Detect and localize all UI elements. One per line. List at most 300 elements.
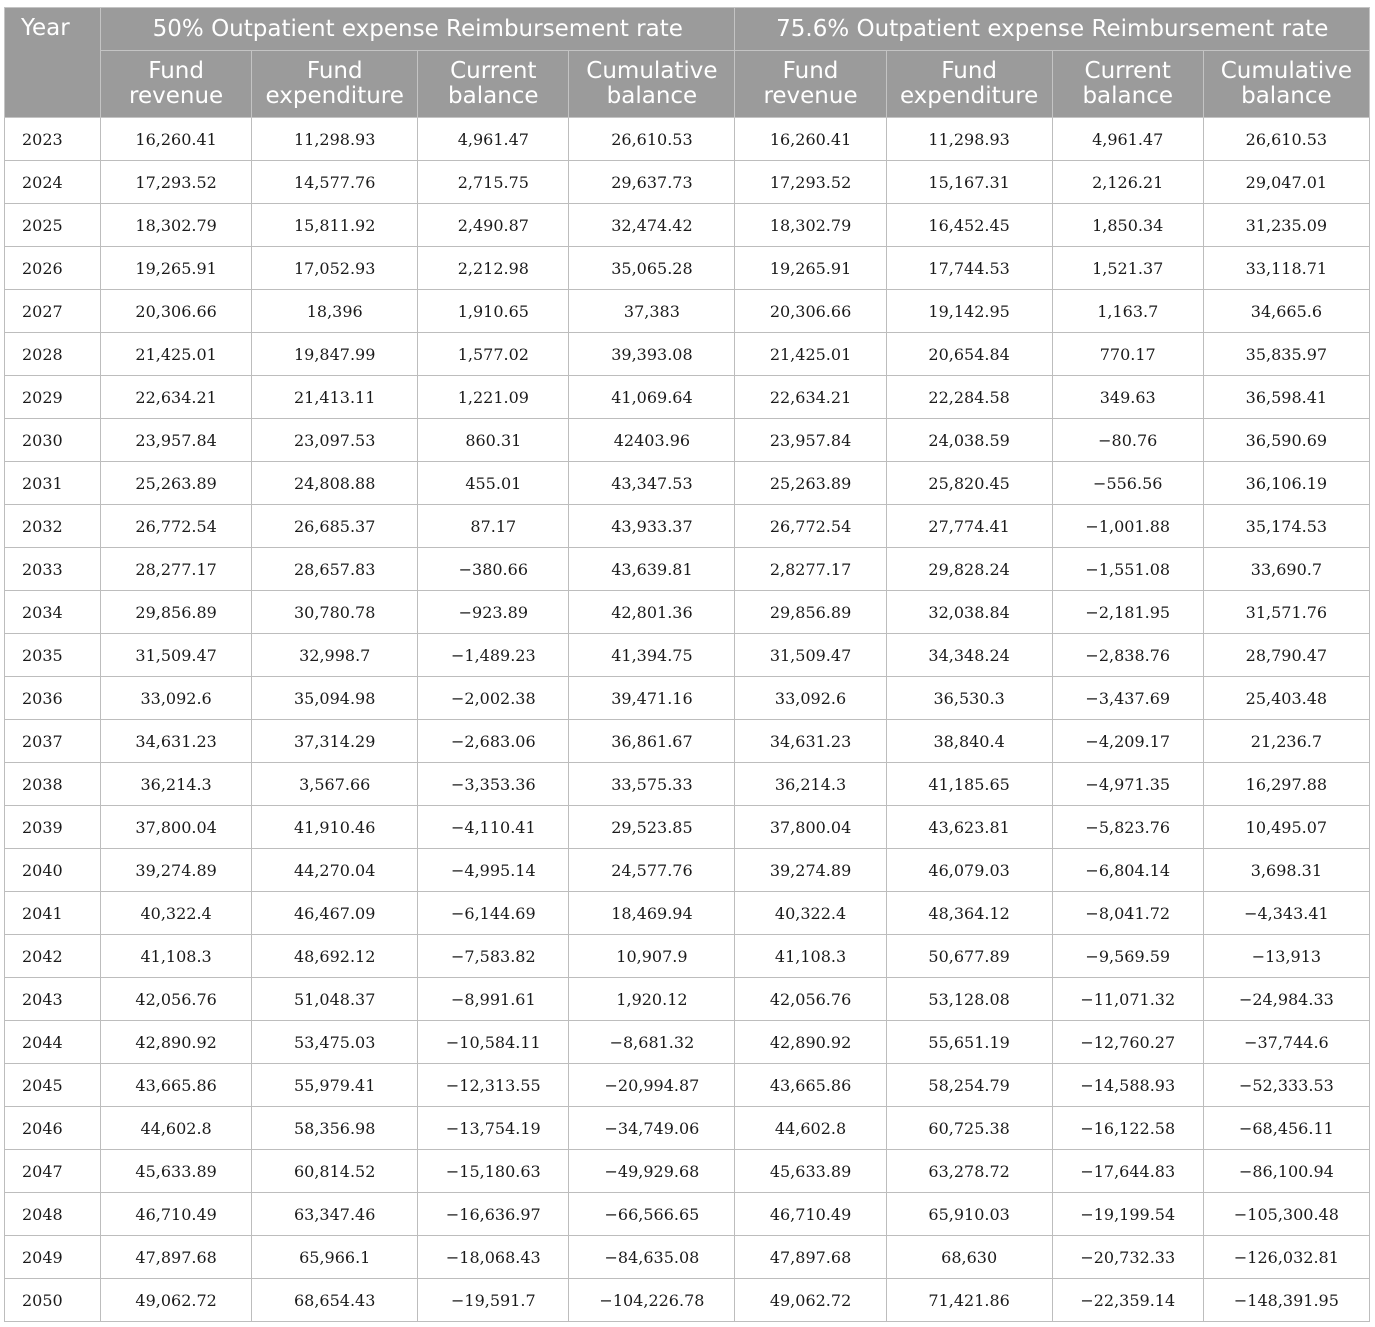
header-line: Cumulative	[586, 58, 718, 84]
cell-cumulative-balance-75: 10,495.07	[1203, 806, 1369, 849]
header-line: Fund	[148, 58, 204, 84]
cell-fund-revenue-75: 18,302.79	[735, 204, 886, 247]
cell-fund-revenue-75: 31,509.47	[735, 634, 886, 677]
cell-cumulative-balance-50: 29,637.73	[569, 161, 735, 204]
header-line: expenditure	[265, 83, 404, 109]
cell-cumulative-balance-75: −24,984.33	[1203, 978, 1369, 1021]
table-row	[5, 763, 1370, 806]
cell-fund-expenditure-50: 48,692.12	[252, 935, 418, 978]
cell-current-balance-50: −1,489.23	[418, 634, 569, 677]
header-line: Current	[1084, 58, 1171, 84]
cell-current-balance-50: 87.17	[418, 505, 569, 548]
cell-cumulative-balance-50: 32,474.42	[569, 204, 735, 247]
cell-current-balance-50: −13,754.19	[418, 1107, 569, 1150]
cell-year: 2028	[5, 333, 101, 376]
cell-current-balance-75: −1,001.88	[1052, 505, 1203, 548]
header-line: revenue	[763, 83, 858, 109]
cell-fund-expenditure-75: 32,038.84	[886, 591, 1052, 634]
cell-fund-revenue-75: 42,056.76	[735, 978, 886, 1021]
cell-cumulative-balance-50: −84,635.08	[569, 1236, 735, 1279]
cell-fund-revenue-50: 49,062.72	[101, 1279, 252, 1322]
table-row	[5, 333, 1370, 376]
cell-fund-revenue-75: 46,710.49	[735, 1193, 886, 1236]
cell-current-balance-50: −19,591.7	[418, 1279, 569, 1322]
cell-year: 2032	[5, 505, 101, 548]
header-fund-revenue-group2	[735, 51, 886, 118]
cell-fund-expenditure-75: 34,348.24	[886, 634, 1052, 677]
cell-fund-expenditure-50: 63,347.46	[252, 1193, 418, 1236]
header-cumulative-balance-group2	[1203, 51, 1369, 118]
cell-current-balance-75: −20,732.33	[1052, 1236, 1203, 1279]
cell-fund-revenue-75: 17,293.52	[735, 161, 886, 204]
table-row	[5, 677, 1370, 720]
cell-fund-revenue-75: 44,602.8	[735, 1107, 886, 1150]
cell-fund-expenditure-50: 23,097.53	[252, 419, 418, 462]
table-row	[5, 419, 1370, 462]
cell-fund-expenditure-50: 53,475.03	[252, 1021, 418, 1064]
cell-year: 2047	[5, 1150, 101, 1193]
cell-current-balance-75: 770.17	[1052, 333, 1203, 376]
cell-current-balance-75: 1,521.37	[1052, 247, 1203, 290]
cell-year: 2034	[5, 591, 101, 634]
cell-year: 2040	[5, 849, 101, 892]
table-row	[5, 376, 1370, 419]
table-row	[5, 1107, 1370, 1150]
cell-fund-revenue-50: 45,633.89	[101, 1150, 252, 1193]
cell-fund-revenue-75: 25,263.89	[735, 462, 886, 505]
table-row	[5, 118, 1370, 161]
cell-fund-expenditure-50: 17,052.93	[252, 247, 418, 290]
table-row	[5, 462, 1370, 505]
cell-current-balance-50: 2,212.98	[418, 247, 569, 290]
cell-fund-revenue-50: 20,306.66	[101, 290, 252, 333]
cell-fund-expenditure-75: 68,630	[886, 1236, 1052, 1279]
cell-cumulative-balance-75: 28,790.47	[1203, 634, 1369, 677]
cell-cumulative-balance-50: 42403.96	[569, 419, 735, 462]
cell-cumulative-balance-50: −34,749.06	[569, 1107, 735, 1150]
cell-year: 2041	[5, 892, 101, 935]
cell-cumulative-balance-75: 31,571.76	[1203, 591, 1369, 634]
header-line: Cumulative	[1220, 58, 1353, 84]
cell-cumulative-balance-75: −13,913	[1203, 935, 1369, 978]
cell-current-balance-50: −4,110.41	[418, 806, 569, 849]
cell-cumulative-balance-75: −52,333.53	[1203, 1064, 1369, 1107]
header-group-50-percent: 50% Outpatient expense Reimbursement rate	[101, 8, 735, 51]
table-row	[5, 806, 1370, 849]
cell-cumulative-balance-50: 33,575.33	[569, 763, 735, 806]
cell-year: 2042	[5, 935, 101, 978]
cell-fund-expenditure-75: 63,278.72	[886, 1150, 1052, 1193]
cell-current-balance-75: −17,644.83	[1052, 1150, 1203, 1193]
table-row	[5, 1064, 1370, 1107]
table-row	[5, 161, 1370, 204]
cell-fund-expenditure-75: 48,364.12	[886, 892, 1052, 935]
cell-fund-revenue-75: 39,274.89	[735, 849, 886, 892]
cell-current-balance-75: −4,971.35	[1052, 763, 1203, 806]
cell-current-balance-50: −15,180.63	[418, 1150, 569, 1193]
header-cumulative-balance-group1	[569, 51, 735, 118]
cell-current-balance-75: −16,122.58	[1052, 1107, 1203, 1150]
cell-cumulative-balance-50: −66,566.65	[569, 1193, 735, 1236]
cell-cumulative-balance-50: −104,226.78	[569, 1279, 735, 1322]
cell-fund-revenue-50: 42,056.76	[101, 978, 252, 1021]
cell-fund-revenue-75: 47,897.68	[735, 1236, 886, 1279]
cell-fund-revenue-75: 45,633.89	[735, 1150, 886, 1193]
table-row	[5, 892, 1370, 935]
cell-fund-expenditure-50: 32,998.7	[252, 634, 418, 677]
cell-current-balance-75: 2,126.21	[1052, 161, 1203, 204]
cell-cumulative-balance-50: 41,394.75	[569, 634, 735, 677]
cell-fund-revenue-75: 49,062.72	[735, 1279, 886, 1322]
table-row	[5, 290, 1370, 333]
cell-cumulative-balance-75: 25,403.48	[1203, 677, 1369, 720]
cell-cumulative-balance-75: −68,456.11	[1203, 1107, 1369, 1150]
cell-year: 2046	[5, 1107, 101, 1150]
cell-year: 2029	[5, 376, 101, 419]
cell-cumulative-balance-75: −4,343.41	[1203, 892, 1369, 935]
cell-fund-expenditure-50: 19,847.99	[252, 333, 418, 376]
cell-current-balance-50: −2,683.06	[418, 720, 569, 763]
cell-fund-expenditure-75: 71,421.86	[886, 1279, 1052, 1322]
cell-fund-expenditure-50: 37,314.29	[252, 720, 418, 763]
cell-fund-revenue-50: 19,265.91	[101, 247, 252, 290]
cell-fund-expenditure-50: 18,396	[252, 290, 418, 333]
header-fund-expenditure-group2	[886, 51, 1052, 118]
table-row	[5, 978, 1370, 1021]
table-row	[5, 591, 1370, 634]
cell-fund-expenditure-50: 65,966.1	[252, 1236, 418, 1279]
cell-fund-revenue-50: 21,425.01	[101, 333, 252, 376]
cell-fund-expenditure-75: 16,452.45	[886, 204, 1052, 247]
cell-fund-expenditure-75: 19,142.95	[886, 290, 1052, 333]
cell-cumulative-balance-75: 31,235.09	[1203, 204, 1369, 247]
table-row	[5, 720, 1370, 763]
table-row	[5, 849, 1370, 892]
cell-fund-revenue-50: 17,293.52	[101, 161, 252, 204]
cell-year: 2033	[5, 548, 101, 591]
table-row	[5, 1021, 1370, 1064]
cell-current-balance-50: −16,636.97	[418, 1193, 569, 1236]
cell-fund-expenditure-75: 46,079.03	[886, 849, 1052, 892]
cell-fund-expenditure-50: 30,780.78	[252, 591, 418, 634]
cell-current-balance-50: 2,490.87	[418, 204, 569, 247]
cell-year: 2031	[5, 462, 101, 505]
cell-current-balance-75: −11,071.32	[1052, 978, 1203, 1021]
cell-current-balance-75: −80.76	[1052, 419, 1203, 462]
cell-year: 2045	[5, 1064, 101, 1107]
cell-year: 2023	[5, 118, 101, 161]
cell-cumulative-balance-50: 10,907.9	[569, 935, 735, 978]
cell-current-balance-75: −8,041.72	[1052, 892, 1203, 935]
cell-fund-revenue-50: 25,263.89	[101, 462, 252, 505]
cell-current-balance-75: −2,181.95	[1052, 591, 1203, 634]
cell-fund-expenditure-50: 60,814.52	[252, 1150, 418, 1193]
cell-fund-expenditure-75: 27,774.41	[886, 505, 1052, 548]
fund-balance-table	[4, 7, 1370, 1322]
cell-cumulative-balance-50: 43,933.37	[569, 505, 735, 548]
cell-fund-expenditure-75: 20,654.84	[886, 333, 1052, 376]
cell-fund-revenue-75: 21,425.01	[735, 333, 886, 376]
cell-current-balance-50: 455.01	[418, 462, 569, 505]
cell-fund-revenue-50: 23,957.84	[101, 419, 252, 462]
cell-cumulative-balance-75: 3,698.31	[1203, 849, 1369, 892]
cell-cumulative-balance-75: 33,690.7	[1203, 548, 1369, 591]
cell-fund-expenditure-75: 17,744.53	[886, 247, 1052, 290]
cell-cumulative-balance-75: 26,610.53	[1203, 118, 1369, 161]
cell-fund-expenditure-50: 46,467.09	[252, 892, 418, 935]
header-fund-revenue-group1	[101, 51, 252, 118]
cell-current-balance-75: −19,199.54	[1052, 1193, 1203, 1236]
cell-fund-revenue-75: 16,260.41	[735, 118, 886, 161]
cell-fund-expenditure-50: 68,654.43	[252, 1279, 418, 1322]
cell-cumulative-balance-50: −20,994.87	[569, 1064, 735, 1107]
cell-fund-expenditure-50: 15,811.92	[252, 204, 418, 247]
cell-cumulative-balance-50: 26,610.53	[569, 118, 735, 161]
cell-fund-expenditure-50: 24,808.88	[252, 462, 418, 505]
cell-current-balance-75: 4,961.47	[1052, 118, 1203, 161]
cell-cumulative-balance-75: −86,100.94	[1203, 1150, 1369, 1193]
cell-fund-revenue-75: 22,634.21	[735, 376, 886, 419]
cell-current-balance-50: −3,353.36	[418, 763, 569, 806]
cell-fund-revenue-75: 23,957.84	[735, 419, 886, 462]
cell-fund-revenue-50: 47,897.68	[101, 1236, 252, 1279]
cell-fund-revenue-75: 26,772.54	[735, 505, 886, 548]
header-fund-expenditure-group1	[252, 51, 418, 118]
cell-current-balance-50: 4,961.47	[418, 118, 569, 161]
cell-current-balance-50: −10,584.11	[418, 1021, 569, 1064]
cell-cumulative-balance-75: −105,300.48	[1203, 1193, 1369, 1236]
cell-year: 2030	[5, 419, 101, 462]
cell-year: 2038	[5, 763, 101, 806]
cell-fund-expenditure-50: 58,356.98	[252, 1107, 418, 1150]
cell-cumulative-balance-75: 34,665.6	[1203, 290, 1369, 333]
header-current-balance-group2	[1052, 51, 1203, 118]
cell-fund-revenue-50: 43,665.86	[101, 1064, 252, 1107]
cell-cumulative-balance-50: 42,801.36	[569, 591, 735, 634]
cell-fund-revenue-50: 31,509.47	[101, 634, 252, 677]
cell-year: 2035	[5, 634, 101, 677]
cell-current-balance-75: −1,551.08	[1052, 548, 1203, 591]
cell-fund-expenditure-50: 35,094.98	[252, 677, 418, 720]
cell-fund-expenditure-50: 11,298.93	[252, 118, 418, 161]
cell-cumulative-balance-50: 29,523.85	[569, 806, 735, 849]
cell-year: 2026	[5, 247, 101, 290]
cell-fund-revenue-50: 36,214.3	[101, 763, 252, 806]
cell-current-balance-75: −22,359.14	[1052, 1279, 1203, 1322]
cell-fund-revenue-50: 42,890.92	[101, 1021, 252, 1064]
cell-year: 2025	[5, 204, 101, 247]
cell-current-balance-75: −12,760.27	[1052, 1021, 1203, 1064]
cell-year: 2027	[5, 290, 101, 333]
table-row	[5, 505, 1370, 548]
cell-cumulative-balance-50: 43,347.53	[569, 462, 735, 505]
header-line: Current	[450, 58, 537, 84]
cell-fund-revenue-50: 29,856.89	[101, 591, 252, 634]
cell-fund-revenue-50: 22,634.21	[101, 376, 252, 419]
cell-fund-expenditure-75: 55,651.19	[886, 1021, 1052, 1064]
cell-fund-expenditure-75: 38,840.4	[886, 720, 1052, 763]
cell-fund-revenue-50: 33,092.6	[101, 677, 252, 720]
cell-fund-expenditure-75: 22,284.58	[886, 376, 1052, 419]
cell-fund-revenue-50: 39,274.89	[101, 849, 252, 892]
cell-fund-revenue-50: 40,322.4	[101, 892, 252, 935]
cell-cumulative-balance-50: 35,065.28	[569, 247, 735, 290]
table-row	[5, 1236, 1370, 1279]
cell-fund-revenue-75: 43,665.86	[735, 1064, 886, 1107]
cell-fund-expenditure-50: 51,048.37	[252, 978, 418, 1021]
cell-cumulative-balance-75: −126,032.81	[1203, 1236, 1369, 1279]
cell-cumulative-balance-75: 36,106.19	[1203, 462, 1369, 505]
header-current-balance-group1	[418, 51, 569, 118]
header-line: Fund	[306, 58, 363, 84]
cell-fund-expenditure-50: 3,567.66	[252, 763, 418, 806]
cell-current-balance-50: 1,221.09	[418, 376, 569, 419]
table-row	[5, 548, 1370, 591]
table-row	[5, 1193, 1370, 1236]
cell-fund-expenditure-75: 58,254.79	[886, 1064, 1052, 1107]
cell-fund-revenue-50: 34,631.23	[101, 720, 252, 763]
cell-year: 2043	[5, 978, 101, 1021]
cell-current-balance-50: −12,313.55	[418, 1064, 569, 1107]
cell-year: 2050	[5, 1279, 101, 1322]
cell-fund-revenue-75: 29,856.89	[735, 591, 886, 634]
cell-fund-revenue-50: 18,302.79	[101, 204, 252, 247]
cell-cumulative-balance-50: 41,069.64	[569, 376, 735, 419]
cell-current-balance-50: 1,910.65	[418, 290, 569, 333]
cell-fund-expenditure-50: 14,577.76	[252, 161, 418, 204]
cell-fund-expenditure-75: 29,828.24	[886, 548, 1052, 591]
cell-current-balance-50: −8,991.61	[418, 978, 569, 1021]
cell-fund-revenue-75: 42,890.92	[735, 1021, 886, 1064]
cell-cumulative-balance-75: 35,835.97	[1203, 333, 1369, 376]
header-line: balance	[1082, 83, 1174, 109]
cell-fund-revenue-75: 41,108.3	[735, 935, 886, 978]
cell-fund-expenditure-75: 60,725.38	[886, 1107, 1052, 1150]
cell-cumulative-balance-75: 36,598.41	[1203, 376, 1369, 419]
cell-fund-expenditure-75: 15,167.31	[886, 161, 1052, 204]
cell-current-balance-75: −14,588.93	[1052, 1064, 1203, 1107]
header-year: Year	[5, 8, 101, 118]
cell-fund-revenue-75: 36,214.3	[735, 763, 886, 806]
cell-current-balance-50: −2,002.38	[418, 677, 569, 720]
cell-fund-revenue-50: 41,108.3	[101, 935, 252, 978]
cell-cumulative-balance-50: 39,393.08	[569, 333, 735, 376]
cell-cumulative-balance-50: 18,469.94	[569, 892, 735, 935]
cell-fund-expenditure-50: 41,910.46	[252, 806, 418, 849]
cell-year: 2044	[5, 1021, 101, 1064]
cell-fund-expenditure-75: 53,128.08	[886, 978, 1052, 1021]
cell-fund-expenditure-50: 55,979.41	[252, 1064, 418, 1107]
cell-fund-revenue-50: 16,260.41	[101, 118, 252, 161]
cell-fund-expenditure-75: 50,677.89	[886, 935, 1052, 978]
cell-year: 2048	[5, 1193, 101, 1236]
cell-current-balance-75: −5,823.76	[1052, 806, 1203, 849]
cell-cumulative-balance-75: −148,391.95	[1203, 1279, 1369, 1322]
cell-cumulative-balance-75: 33,118.71	[1203, 247, 1369, 290]
cell-fund-revenue-75: 19,265.91	[735, 247, 886, 290]
header-line: balance	[448, 83, 539, 109]
cell-fund-revenue-75: 2,8277.17	[735, 548, 886, 591]
table-row	[5, 634, 1370, 677]
header-line: balance	[606, 83, 698, 109]
cell-current-balance-50: −4,995.14	[418, 849, 569, 892]
header-group-75-6-percent: 75.6% Outpatient expense Reimbursement rate	[735, 8, 1370, 51]
cell-year: 2049	[5, 1236, 101, 1279]
cell-cumulative-balance-75: 35,174.53	[1203, 505, 1369, 548]
cell-fund-expenditure-50: 21,413.11	[252, 376, 418, 419]
cell-cumulative-balance-50: 24,577.76	[569, 849, 735, 892]
cell-year: 2036	[5, 677, 101, 720]
cell-fund-expenditure-75: 43,623.81	[886, 806, 1052, 849]
cell-cumulative-balance-50: 1,920.12	[569, 978, 735, 1021]
cell-current-balance-75: 1,163.7	[1052, 290, 1203, 333]
cell-current-balance-50: 860.31	[418, 419, 569, 462]
cell-current-balance-50: −6,144.69	[418, 892, 569, 935]
header-line: expenditure	[899, 83, 1039, 109]
cell-fund-revenue-50: 26,772.54	[101, 505, 252, 548]
cell-cumulative-balance-75: −37,744.6	[1203, 1021, 1369, 1064]
cell-fund-revenue-75: 37,800.04	[735, 806, 886, 849]
header-line: balance	[1241, 83, 1332, 109]
cell-current-balance-50: −7,583.82	[418, 935, 569, 978]
cell-year: 2024	[5, 161, 101, 204]
cell-cumulative-balance-50: 36,861.67	[569, 720, 735, 763]
cell-cumulative-balance-50: 43,639.81	[569, 548, 735, 591]
cell-cumulative-balance-75: 36,590.69	[1203, 419, 1369, 462]
cell-current-balance-50: −380.66	[418, 548, 569, 591]
cell-fund-revenue-50: 28,277.17	[101, 548, 252, 591]
cell-cumulative-balance-50: 37,383	[569, 290, 735, 333]
cell-current-balance-75: 349.63	[1052, 376, 1203, 419]
cell-fund-expenditure-75: 25,820.45	[886, 462, 1052, 505]
cell-cumulative-balance-75: 21,236.7	[1203, 720, 1369, 763]
cell-fund-revenue-75: 20,306.66	[735, 290, 886, 333]
cell-cumulative-balance-75: 29,047.01	[1203, 161, 1369, 204]
table-row	[5, 1279, 1370, 1322]
table-row	[5, 935, 1370, 978]
cell-cumulative-balance-50: 39,471.16	[569, 677, 735, 720]
cell-current-balance-50: 2,715.75	[418, 161, 569, 204]
table-row	[5, 1150, 1370, 1193]
cell-fund-revenue-75: 34,631.23	[735, 720, 886, 763]
cell-cumulative-balance-50: −49,929.68	[569, 1150, 735, 1193]
cell-current-balance-75: −556.56	[1052, 462, 1203, 505]
cell-current-balance-75: −4,209.17	[1052, 720, 1203, 763]
cell-current-balance-75: 1,850.34	[1052, 204, 1203, 247]
header-line: Fund	[941, 58, 997, 84]
cell-fund-revenue-75: 40,322.4	[735, 892, 886, 935]
cell-fund-revenue-50: 46,710.49	[101, 1193, 252, 1236]
cell-fund-expenditure-75: 24,038.59	[886, 419, 1052, 462]
cell-fund-expenditure-75: 11,298.93	[886, 118, 1052, 161]
cell-current-balance-50: −18,068.43	[418, 1236, 569, 1279]
cell-fund-revenue-50: 44,602.8	[101, 1107, 252, 1150]
header-line: revenue	[129, 83, 224, 109]
cell-cumulative-balance-50: −8,681.32	[569, 1021, 735, 1064]
cell-fund-expenditure-75: 41,185.65	[886, 763, 1052, 806]
cell-fund-revenue-50: 37,800.04	[101, 806, 252, 849]
cell-fund-expenditure-75: 65,910.03	[886, 1193, 1052, 1236]
cell-current-balance-50: 1,577.02	[418, 333, 569, 376]
cell-fund-expenditure-50: 28,657.83	[252, 548, 418, 591]
cell-fund-expenditure-50: 26,685.37	[252, 505, 418, 548]
cell-year: 2037	[5, 720, 101, 763]
table-row	[5, 204, 1370, 247]
header-line: Fund	[782, 58, 839, 84]
cell-year: 2039	[5, 806, 101, 849]
cell-fund-expenditure-75: 36,530.3	[886, 677, 1052, 720]
cell-current-balance-75: −3,437.69	[1052, 677, 1203, 720]
